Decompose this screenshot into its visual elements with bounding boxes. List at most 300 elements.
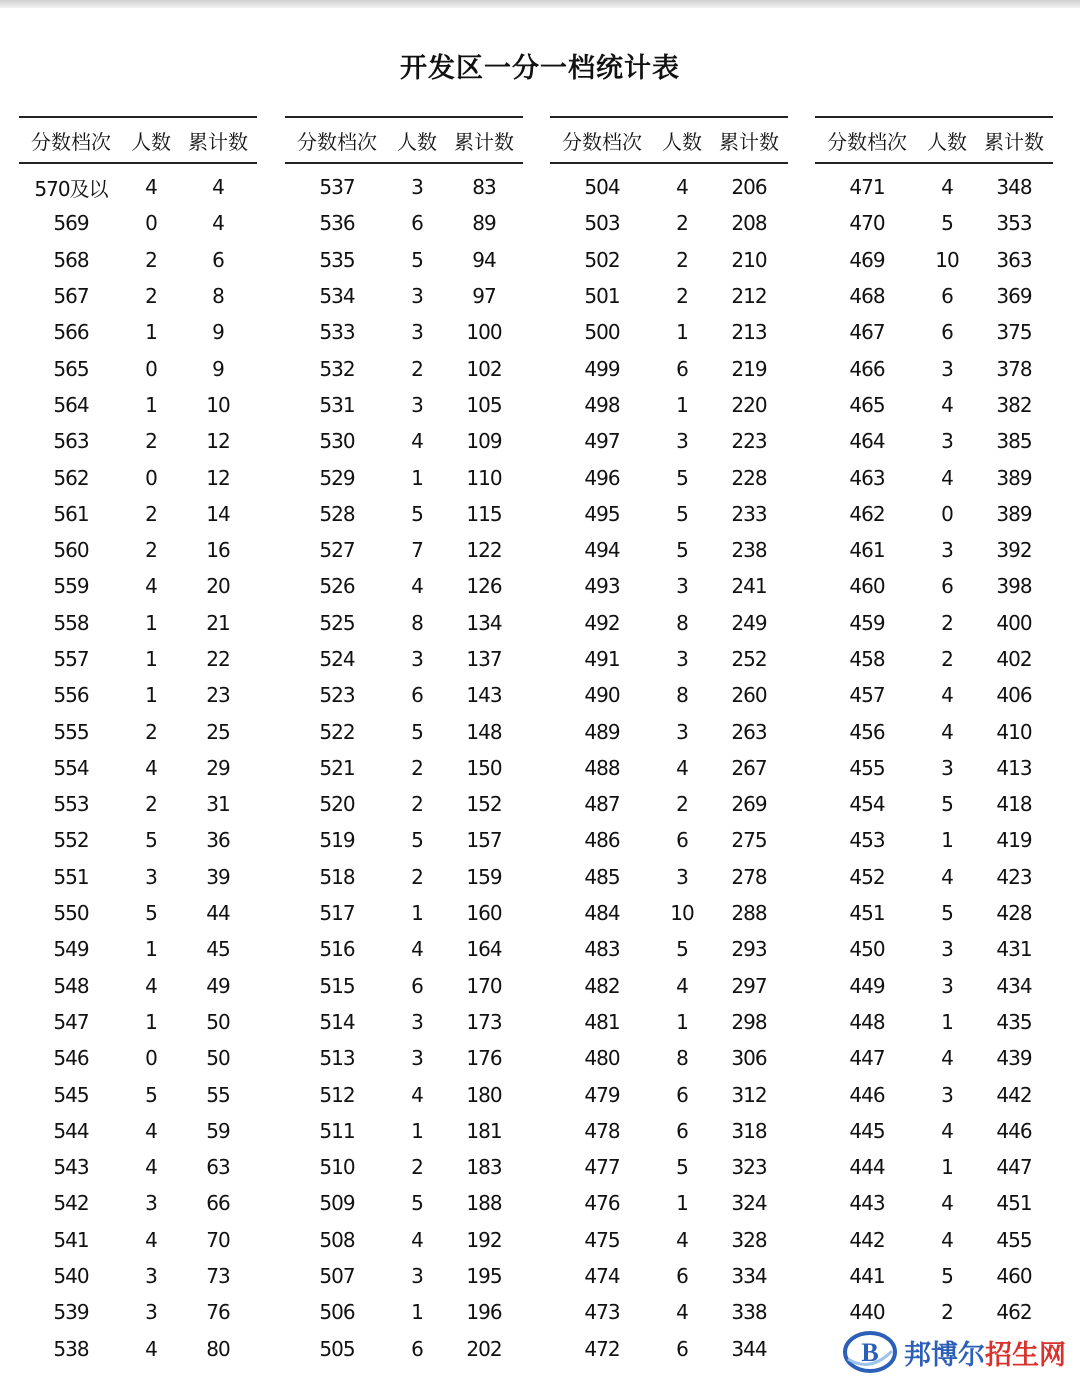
- count-cell: 6: [676, 1082, 688, 1107]
- count-cell: 2: [145, 429, 157, 454]
- count-cell: 6: [676, 1264, 688, 1289]
- header-count: 人数: [131, 129, 171, 154]
- score-cell: 565: [53, 356, 89, 381]
- table-row: [550, 205, 788, 241]
- table-row: [550, 278, 788, 314]
- score-cell: 519: [319, 828, 355, 853]
- table-row: [285, 387, 523, 423]
- count-cell: 3: [411, 320, 423, 345]
- score-cell: 471: [849, 175, 885, 200]
- cumulative-cell: 428: [996, 901, 1032, 926]
- cumulative-cell: 400: [996, 610, 1032, 635]
- table-row: [285, 314, 523, 350]
- table-row: [19, 1294, 257, 1330]
- score-cell: 541: [53, 1227, 89, 1252]
- table-row: [19, 532, 257, 568]
- count-cell: 4: [411, 1082, 423, 1107]
- count-cell: 4: [145, 973, 157, 998]
- cumulative-cell: 435: [996, 1009, 1032, 1034]
- count-cell: 5: [676, 465, 688, 490]
- table-row: [815, 1004, 1053, 1040]
- score-cell: 556: [53, 683, 89, 708]
- cumulative-cell: 55: [206, 1082, 230, 1107]
- cumulative-cell: 306: [731, 1046, 767, 1071]
- cumulative-cell: 260: [731, 683, 767, 708]
- table-row: [550, 350, 788, 386]
- count-cell: 6: [411, 211, 423, 236]
- table-row: [550, 1113, 788, 1149]
- count-cell: 4: [145, 1336, 157, 1361]
- table-row: [285, 496, 523, 532]
- table-row: [19, 605, 257, 641]
- score-cell: 489: [584, 719, 620, 744]
- table-row: [285, 423, 523, 459]
- count-cell: 2: [411, 792, 423, 817]
- count-cell: 4: [941, 392, 953, 417]
- score-cell: 461: [849, 538, 885, 563]
- cumulative-cell: 109: [466, 429, 502, 454]
- score-cell: 468: [849, 284, 885, 309]
- count-cell: 2: [676, 284, 688, 309]
- table-row: [815, 278, 1053, 314]
- table-row: [19, 496, 257, 532]
- score-cell: 507: [319, 1264, 355, 1289]
- score-cell: 444: [849, 1155, 885, 1180]
- cumulative-cell: 16: [206, 538, 230, 563]
- score-cell: 558: [53, 610, 89, 635]
- table-row: [285, 1004, 523, 1040]
- score-cell: 497: [584, 429, 620, 454]
- table-row: [19, 169, 257, 205]
- table-row: [815, 1040, 1053, 1076]
- score-cell: 553: [53, 792, 89, 817]
- score-cell: 547: [53, 1009, 89, 1034]
- score-cell: 487: [584, 792, 620, 817]
- score-cell: 464: [849, 429, 885, 454]
- cumulative-cell: 195: [466, 1264, 502, 1289]
- table-row: [19, 713, 257, 749]
- score-cell: 505: [319, 1336, 355, 1361]
- cumulative-cell: 460: [996, 1264, 1032, 1289]
- table-row: [19, 242, 257, 278]
- cumulative-cell: 324: [731, 1191, 767, 1216]
- score-cell: 490: [584, 683, 620, 708]
- count-cell: 2: [411, 755, 423, 780]
- cumulative-cell: 70: [206, 1227, 230, 1252]
- score-cell: 524: [319, 647, 355, 671]
- count-cell: 2: [941, 610, 953, 635]
- count-cell: 8: [676, 610, 688, 635]
- score-cell: 550: [53, 901, 89, 926]
- score-cell: 460: [849, 574, 885, 599]
- score-cell: 563: [53, 429, 89, 454]
- score-cell: 536: [319, 211, 355, 236]
- score-cell: 562: [53, 465, 89, 490]
- cumulative-cell: 385: [996, 429, 1032, 454]
- table-row: [19, 859, 257, 895]
- cumulative-cell: 378: [996, 356, 1032, 381]
- table-panel-2: [285, 116, 523, 1367]
- cumulative-cell: 105: [466, 392, 502, 417]
- table-row: [815, 750, 1053, 786]
- table-row: [285, 713, 523, 749]
- score-cell: 485: [584, 864, 620, 889]
- score-cell: 535: [319, 247, 355, 272]
- table-row: [19, 423, 257, 459]
- count-cell: 5: [941, 901, 953, 926]
- cumulative-cell: 269: [731, 792, 767, 817]
- cumulative-cell: 419: [996, 828, 1032, 853]
- table-row: [19, 641, 257, 677]
- score-cell: 532: [319, 356, 355, 381]
- count-cell: 3: [676, 864, 688, 889]
- count-cell: 1: [411, 1118, 423, 1143]
- table-row: [815, 350, 1053, 386]
- cumulative-cell: 212: [731, 284, 767, 309]
- score-cell: 449: [849, 973, 885, 998]
- table-row: [815, 169, 1053, 205]
- cumulative-cell: 10: [206, 392, 230, 417]
- cumulative-cell: 434: [996, 973, 1032, 998]
- count-cell: 4: [411, 574, 423, 599]
- cumulative-cell: 369: [996, 284, 1032, 309]
- table-header-row: [19, 118, 257, 162]
- score-cell: 514: [319, 1009, 355, 1034]
- cumulative-cell: 210: [731, 247, 767, 272]
- table-row: [285, 242, 523, 278]
- table-row: [19, 205, 257, 241]
- table-row: [550, 786, 788, 822]
- table-row: [815, 532, 1053, 568]
- score-cell: 520: [319, 792, 355, 817]
- table-row: [550, 1040, 788, 1076]
- count-cell: 8: [411, 610, 423, 635]
- score-cell: 483: [584, 937, 620, 962]
- score-cell: 450: [849, 937, 885, 962]
- score-cell: 488: [584, 755, 620, 780]
- score-cell: 526: [319, 574, 355, 599]
- table-body: [815, 164, 1053, 1331]
- cumulative-cell: 9: [212, 320, 224, 345]
- table-row: [550, 605, 788, 641]
- count-cell: 3: [941, 937, 953, 962]
- score-cell: 448: [849, 1009, 885, 1034]
- table-row: [19, 278, 257, 314]
- cumulative-cell: 233: [731, 501, 767, 526]
- score-cell: 496: [584, 465, 620, 490]
- cumulative-cell: 157: [466, 828, 502, 853]
- score-cell: 525: [319, 610, 355, 635]
- cumulative-cell: 73: [206, 1264, 230, 1289]
- count-cell: 3: [411, 1264, 423, 1289]
- header-score: 分数档次: [827, 129, 907, 154]
- count-cell: 1: [145, 392, 157, 417]
- score-cell: 509: [319, 1191, 355, 1216]
- cumulative-cell: 192: [466, 1227, 502, 1252]
- count-cell: 2: [941, 1300, 953, 1325]
- table-row: [815, 496, 1053, 532]
- score-cell: 504: [584, 175, 620, 200]
- count-cell: 2: [411, 864, 423, 889]
- count-cell: 3: [411, 284, 423, 309]
- count-cell: 4: [145, 1118, 157, 1143]
- cumulative-cell: 152: [466, 792, 502, 817]
- cumulative-cell: 143: [466, 683, 502, 708]
- score-cell: 456: [849, 719, 885, 744]
- table-row: [815, 713, 1053, 749]
- cumulative-cell: 297: [731, 973, 767, 998]
- cumulative-cell: 252: [731, 647, 767, 671]
- table-row: [285, 1294, 523, 1330]
- cumulative-cell: 102: [466, 356, 502, 381]
- cumulative-cell: 455: [996, 1227, 1032, 1252]
- cumulative-cell: 12: [206, 429, 230, 454]
- table-row: [815, 1258, 1053, 1294]
- score-cell: 527: [319, 538, 355, 563]
- score-cell: 470: [849, 211, 885, 236]
- cumulative-cell: 288: [731, 901, 767, 926]
- count-cell: 5: [145, 901, 157, 926]
- score-cell: 529: [319, 465, 355, 490]
- table-body: [285, 164, 523, 1367]
- count-cell: 4: [676, 1227, 688, 1252]
- score-cell: 476: [584, 1191, 620, 1216]
- table-row: [550, 713, 788, 749]
- score-cell: 500: [584, 320, 620, 345]
- score-cell: 459: [849, 610, 885, 635]
- cumulative-cell: 241: [731, 574, 767, 599]
- score-cell: 508: [319, 1227, 355, 1252]
- table-row: [19, 1258, 257, 1294]
- table-row: [19, 895, 257, 931]
- table-row: [285, 169, 523, 205]
- cumulative-cell: 298: [731, 1009, 767, 1034]
- table-row: [815, 859, 1053, 895]
- score-cell: 465: [849, 392, 885, 417]
- cumulative-cell: 323: [731, 1155, 767, 1180]
- cumulative-cell: 36: [206, 828, 230, 853]
- score-cell: 539: [53, 1300, 89, 1325]
- table-row: [550, 1222, 788, 1258]
- count-cell: 6: [676, 1336, 688, 1361]
- score-cell: 473: [584, 1300, 620, 1325]
- table-row: [815, 931, 1053, 967]
- score-cell: 474: [584, 1264, 620, 1289]
- table-row: [815, 568, 1053, 604]
- count-cell: 5: [411, 1191, 423, 1216]
- count-cell: 10: [670, 901, 694, 926]
- cumulative-cell: 213: [731, 320, 767, 345]
- score-cell: 557: [53, 647, 89, 671]
- table-row: [815, 423, 1053, 459]
- count-cell: 6: [941, 574, 953, 599]
- cumulative-cell: 206: [731, 175, 767, 200]
- score-cell: 502: [584, 247, 620, 272]
- table-row: [285, 822, 523, 858]
- table-row: [285, 568, 523, 604]
- cumulative-cell: 59: [206, 1118, 230, 1143]
- score-cell: 537: [319, 175, 355, 200]
- score-cell: 506: [319, 1300, 355, 1325]
- table-row: [285, 1258, 523, 1294]
- score-cell: 559: [53, 574, 89, 599]
- score-cell: 513: [319, 1046, 355, 1071]
- count-cell: 4: [941, 683, 953, 708]
- table-row: [550, 895, 788, 931]
- score-cell: 531: [319, 392, 355, 417]
- table-row: [550, 859, 788, 895]
- table-row: [815, 786, 1053, 822]
- header-count: 人数: [662, 129, 702, 154]
- count-cell: 6: [676, 356, 688, 381]
- table-row: [19, 1149, 257, 1185]
- cumulative-cell: 183: [466, 1155, 502, 1180]
- cumulative-cell: 413: [996, 755, 1032, 780]
- score-cell: 552: [53, 828, 89, 853]
- table-row: [550, 641, 788, 677]
- watermark-text-red: 招生网: [985, 1339, 1066, 1371]
- score-cell: 516: [319, 937, 355, 962]
- count-cell: 3: [941, 538, 953, 563]
- cumulative-cell: 392: [996, 538, 1032, 563]
- score-cell: 453: [849, 828, 885, 853]
- table-row: [815, 1113, 1053, 1149]
- cumulative-cell: 176: [466, 1046, 502, 1071]
- count-cell: 5: [676, 538, 688, 563]
- score-cell: 542: [53, 1191, 89, 1216]
- score-cell: 569: [53, 211, 89, 236]
- count-cell: 3: [941, 356, 953, 381]
- cumulative-cell: 115: [466, 501, 502, 526]
- table-row: [285, 1113, 523, 1149]
- table-row: [815, 677, 1053, 713]
- count-cell: 5: [676, 1155, 688, 1180]
- score-cell: 517: [319, 901, 355, 926]
- count-cell: 0: [145, 1046, 157, 1071]
- count-cell: 5: [411, 501, 423, 526]
- table-row: [19, 1185, 257, 1221]
- count-cell: 3: [411, 647, 423, 671]
- count-cell: 1: [941, 828, 953, 853]
- header-cumulative: 累计数: [719, 129, 779, 154]
- cumulative-cell: 173: [466, 1009, 502, 1034]
- table-row: [815, 314, 1053, 350]
- score-cell: 451: [849, 901, 885, 926]
- count-cell: 4: [145, 1227, 157, 1252]
- count-cell: 5: [941, 792, 953, 817]
- count-cell: 3: [145, 864, 157, 889]
- score-cell: 548: [53, 973, 89, 998]
- count-cell: 4: [941, 175, 953, 200]
- count-cell: 6: [941, 320, 953, 345]
- score-cell: 501: [584, 284, 620, 309]
- cumulative-cell: 223: [731, 429, 767, 454]
- score-cell: 482: [584, 973, 620, 998]
- score-cell: 512: [319, 1082, 355, 1107]
- score-cell: 475: [584, 1227, 620, 1252]
- count-cell: 2: [411, 1155, 423, 1180]
- score-cell: 457: [849, 683, 885, 708]
- count-cell: 4: [676, 755, 688, 780]
- score-cell: 491: [584, 647, 620, 671]
- table-row: [285, 532, 523, 568]
- count-cell: 1: [145, 610, 157, 635]
- score-cell: 530: [319, 429, 355, 454]
- cumulative-cell: 398: [996, 574, 1032, 599]
- count-cell: 2: [145, 719, 157, 744]
- count-cell: 5: [145, 828, 157, 853]
- count-cell: 1: [411, 1300, 423, 1325]
- cumulative-cell: 39: [206, 864, 230, 889]
- count-cell: 1: [676, 392, 688, 417]
- count-cell: 4: [941, 1227, 953, 1252]
- score-cell: 510: [319, 1155, 355, 1180]
- count-cell: 1: [145, 683, 157, 708]
- cumulative-cell: 76: [206, 1300, 230, 1325]
- table-panel-3: [550, 116, 788, 1367]
- score-cell: 521: [319, 755, 355, 780]
- score-cell: 544: [53, 1118, 89, 1143]
- cumulative-cell: 389: [996, 465, 1032, 490]
- count-cell: 1: [145, 320, 157, 345]
- table-row: [285, 641, 523, 677]
- score-cell: 443: [849, 1191, 885, 1216]
- count-cell: 1: [411, 465, 423, 490]
- score-cell: 484: [584, 901, 620, 926]
- count-cell: 3: [145, 1264, 157, 1289]
- count-cell: 1: [145, 1009, 157, 1034]
- count-cell: 6: [676, 828, 688, 853]
- cumulative-cell: 462: [996, 1300, 1032, 1325]
- count-cell: 2: [145, 501, 157, 526]
- count-cell: 4: [411, 937, 423, 962]
- watermark-text-blue: 邦博尔: [904, 1339, 985, 1371]
- table-row: [285, 1222, 523, 1258]
- table-row: [550, 1258, 788, 1294]
- cumulative-cell: 21: [206, 610, 230, 635]
- header-count: 人数: [397, 129, 437, 154]
- table-row: [550, 1294, 788, 1330]
- count-cell: 2: [145, 247, 157, 272]
- table-row: [550, 968, 788, 1004]
- score-cell: 492: [584, 610, 620, 635]
- score-cell: 442: [849, 1227, 885, 1252]
- table-header-row: [550, 118, 788, 162]
- cumulative-cell: 410: [996, 719, 1032, 744]
- cumulative-cell: 318: [731, 1118, 767, 1143]
- count-cell: 1: [676, 320, 688, 345]
- count-cell: 3: [145, 1191, 157, 1216]
- count-cell: 4: [941, 1118, 953, 1143]
- count-cell: 3: [941, 755, 953, 780]
- count-cell: 2: [676, 792, 688, 817]
- cumulative-cell: 293: [731, 937, 767, 962]
- count-cell: 5: [941, 1264, 953, 1289]
- table-row: [285, 205, 523, 241]
- brand-logo-icon: [842, 1329, 898, 1375]
- count-cell: 2: [411, 356, 423, 381]
- cumulative-cell: 334: [731, 1264, 767, 1289]
- cumulative-cell: 137: [466, 647, 502, 671]
- cumulative-cell: 12: [206, 465, 230, 490]
- table-body: [19, 164, 257, 1367]
- table-row: [815, 242, 1053, 278]
- cumulative-cell: 126: [466, 574, 502, 599]
- table-row: [285, 459, 523, 495]
- cumulative-cell: 83: [472, 175, 496, 200]
- table-row: [285, 1331, 523, 1367]
- cumulative-cell: 382: [996, 392, 1032, 417]
